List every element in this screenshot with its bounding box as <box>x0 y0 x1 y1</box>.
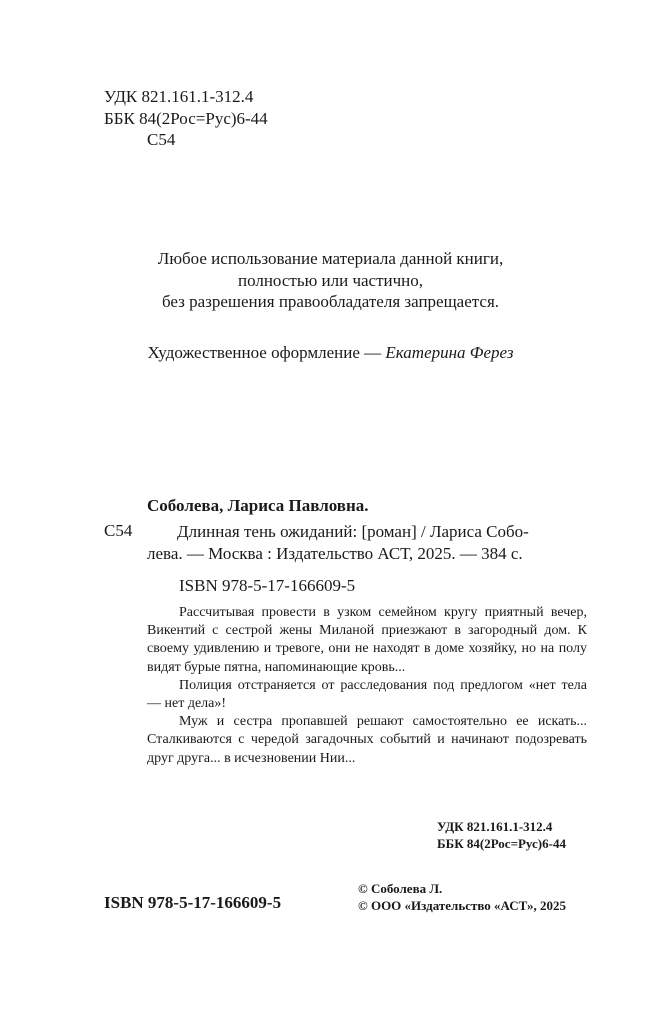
annotation-paragraph-2: Полиция отстраняется от расследования под предлогом «нет тела — нет дела»! <box>147 677 587 712</box>
copyright-block <box>358 880 566 914</box>
notice-line-3: без разрешения правообладателя запрещается. <box>161 292 500 311</box>
notice-line-2: полностью или частично, <box>237 270 424 290</box>
biblio-isbn: ISBN 978-5-17-166609-5 <box>179 576 356 595</box>
footer-codes <box>437 818 566 852</box>
design-label: Художественное оформление — <box>147 343 386 362</box>
annotation-paragraph-3: Муж и сестра пропавшей решают самостоятельно ее искать... Сталкиваются с чередой загадочных событий и начинают подозревать друг друга... в исчезновении Нии... <box>147 714 587 766</box>
design-credit <box>0 343 661 363</box>
copyright-author: © Соболева Л. <box>358 881 443 896</box>
biblio-title-line-1: Длинная тень ожиданий: [роман] / Лариса Собо- <box>177 522 529 541</box>
annotation-paragraph-1: Рассчитывая провести в узком семейном кругу приятный вечер, Викентий с сестрой жены Миланой приезжают в загородный дом. К своему удивлению и тревоге, они не находят в доме хозяйку, но на полу видят бурые пятна, напоминающие кровь... <box>147 605 587 675</box>
notice-line-1: Любое использование материала данной книги, <box>157 249 504 268</box>
author-mark: С54 <box>147 130 176 149</box>
udk-code: УДК 821.161.1-312.4 <box>104 87 254 106</box>
biblio-description <box>147 521 587 565</box>
copyright-publisher: © ООО «Издательство «АСТ», 2025 <box>358 898 567 913</box>
catalog-codes <box>104 86 268 151</box>
design-artist: Екатерина Ферез <box>385 343 514 362</box>
footer-isbn: ISBN 978-5-17-166609-5 <box>104 893 282 912</box>
biblio-title-line-2: лева. — Москва : Издательство АСТ, 2025. — 384 с. <box>147 544 523 563</box>
footer-bbk: ББК 84(2Рос=Рус)6-44 <box>437 836 566 851</box>
bbk-code: ББК 84(2Рос=Рус)6-44 <box>104 108 268 128</box>
copyright-notice <box>0 248 661 313</box>
biblio-author: Соболева, Лариса Павловна. <box>147 496 369 515</box>
biblio-author-mark: С54 <box>104 521 133 540</box>
footer-udk: УДК 821.161.1-312.4 <box>437 819 553 834</box>
annotation <box>147 604 587 768</box>
